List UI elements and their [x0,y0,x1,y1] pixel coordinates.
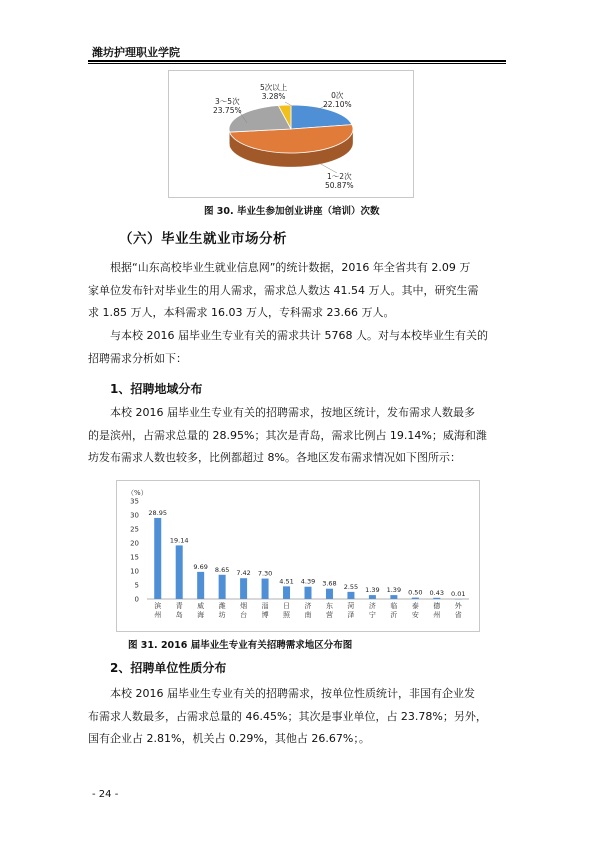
paragraph-line: 根据“山东高校毕业生就业信息网”的统计数据，2016 年全省共有 2.09 万 [110,261,471,274]
bar-value-label: 9.69 [193,562,208,571]
x-category-label: 烟台 [240,602,248,619]
bar-value-label: 2.55 [343,582,359,591]
bar [305,587,312,599]
x-category-label: 泰安 [411,602,419,619]
y-axis-unit-label: （%） [127,489,148,497]
x-category-label: 潍坊 [218,602,226,619]
bar-chart [117,481,479,631]
paragraph-line: 求 1.85 万人，本科需求 16.03 万人，专科需求 23.66 万人。 [88,306,395,319]
paragraph-line: 与本校 2016 届毕业生专业有关的需求共计 5768 人。对与本校毕业生有关的 [110,329,488,342]
x-category-label: 德州 [433,602,441,619]
subsection-title-1: 1、招聘地域分布 [110,382,203,396]
pie-chart-frame [168,70,414,198]
header-rule [88,60,506,62]
y-tick-label: 0 [134,595,139,604]
y-tick-label: 10 [130,567,139,576]
pie-label-1to2: 1～2次 50.87% [325,172,354,190]
x-category-label: 东营 [325,602,333,619]
paragraph-2 [88,325,508,370]
bar-chart-frame [116,480,480,632]
bar-value-label: 1.39 [386,586,402,595]
y-tick-label: 20 [130,539,139,548]
paragraph-1 [88,257,508,325]
bar [390,595,397,599]
paragraph-line: 布需求人数最多，占需求总量的 46.45%；其次是事业单位，占 23.78%；另外， [88,709,487,723]
x-category-label: 滨州 [154,602,162,619]
bar [262,579,269,599]
y-tick-label: 5 [134,581,139,590]
x-category-label: 济宁 [368,602,376,619]
bar-value-label: 4.39 [300,577,316,586]
paragraph-3 [88,402,508,470]
bar [219,575,226,599]
bar-value-label: 19.14 [169,536,189,545]
bar-value-label: 7.30 [257,569,273,578]
bar-value-label: 7.42 [236,569,251,578]
pie-label-5plus: 5次以上 3.28% [260,83,288,101]
bar [240,578,247,599]
paragraph-line: 坊发布需求人数也较多，比例都超过 8%。各地区发布需求情况如下图所示： [88,451,461,464]
paragraph-line: 招聘需求分析如下： [88,351,187,365]
x-category-label: 青岛 [175,602,183,619]
bar-value-label: 28.95 [148,508,168,517]
bar-value-label: 0.01 [451,589,466,598]
bar-value-label: 8.65 [214,565,230,574]
paragraph-line: 本校 2016 届毕业生专业有关的招聘需求，按地区统计，发布需求人数最多 [110,406,475,419]
paragraph-line: 国有企业占 2.81%，机关占 0.29%，其他占 26.67%；。 [88,732,370,745]
pie-label-0: 0次 22.10% [323,91,352,109]
figure31-caption: 图 31. 2016 届毕业生专业有关招聘需求地区分布图 [128,640,353,651]
bar [197,572,204,599]
x-category-label: 济南 [304,602,312,619]
paragraph-line: 家单位发布针对毕业生的用人需求，需求总人数达 41.54 万人。其中，研究生需 [88,283,479,297]
section-title: （六）毕业生就业市场分析 [119,231,287,247]
x-category-label: 日照 [283,602,291,619]
y-tick-label: 25 [130,525,139,534]
bar [326,589,333,599]
page-number: - 24 - [92,789,119,800]
bar [412,598,419,599]
bar [347,592,354,599]
header-title: 潍坊护理职业学院 [92,46,180,59]
x-category-label: 威海 [197,602,205,619]
bar-value-label: 1.39 [365,586,380,595]
paragraph-line: 的是滨州，占需求总量的 28.95%；其次是青岛，需求比例占 19.14%；威海和潍 [88,428,487,442]
paragraph-4 [88,683,508,751]
pie-label-3to5: 3～5次 23.75% [213,97,242,115]
y-tick-label: 35 [130,497,139,506]
bar [369,595,376,599]
bar-value-label: 0.50 [408,588,423,597]
x-category-label: 菏泽 [347,602,355,619]
bar-value-label: 3.68 [322,579,337,588]
bar [176,545,183,599]
y-tick-label: 30 [130,511,139,520]
x-category-label: 淄博 [261,602,269,619]
paragraph-line: 本校 2016 届毕业生专业有关的招聘需求，按单位性质统计，非国有企业发 [110,687,475,700]
y-tick-label: 15 [130,553,139,562]
bar-value-label: 0.43 [429,588,445,597]
subsection-title-2: 2、招聘单位性质分布 [110,661,227,675]
bar-value-label: 4.51 [279,577,294,586]
bar [154,518,161,599]
x-category-label: 外省 [454,602,462,619]
x-category-label: 临沂 [390,602,398,619]
figure30-caption: 图 30. 毕业生参加创业讲座（培训）次数 [204,206,380,217]
header-rule-thin [88,63,506,64]
bar [283,586,290,599]
pie-chart [169,71,413,197]
bar [433,598,440,599]
